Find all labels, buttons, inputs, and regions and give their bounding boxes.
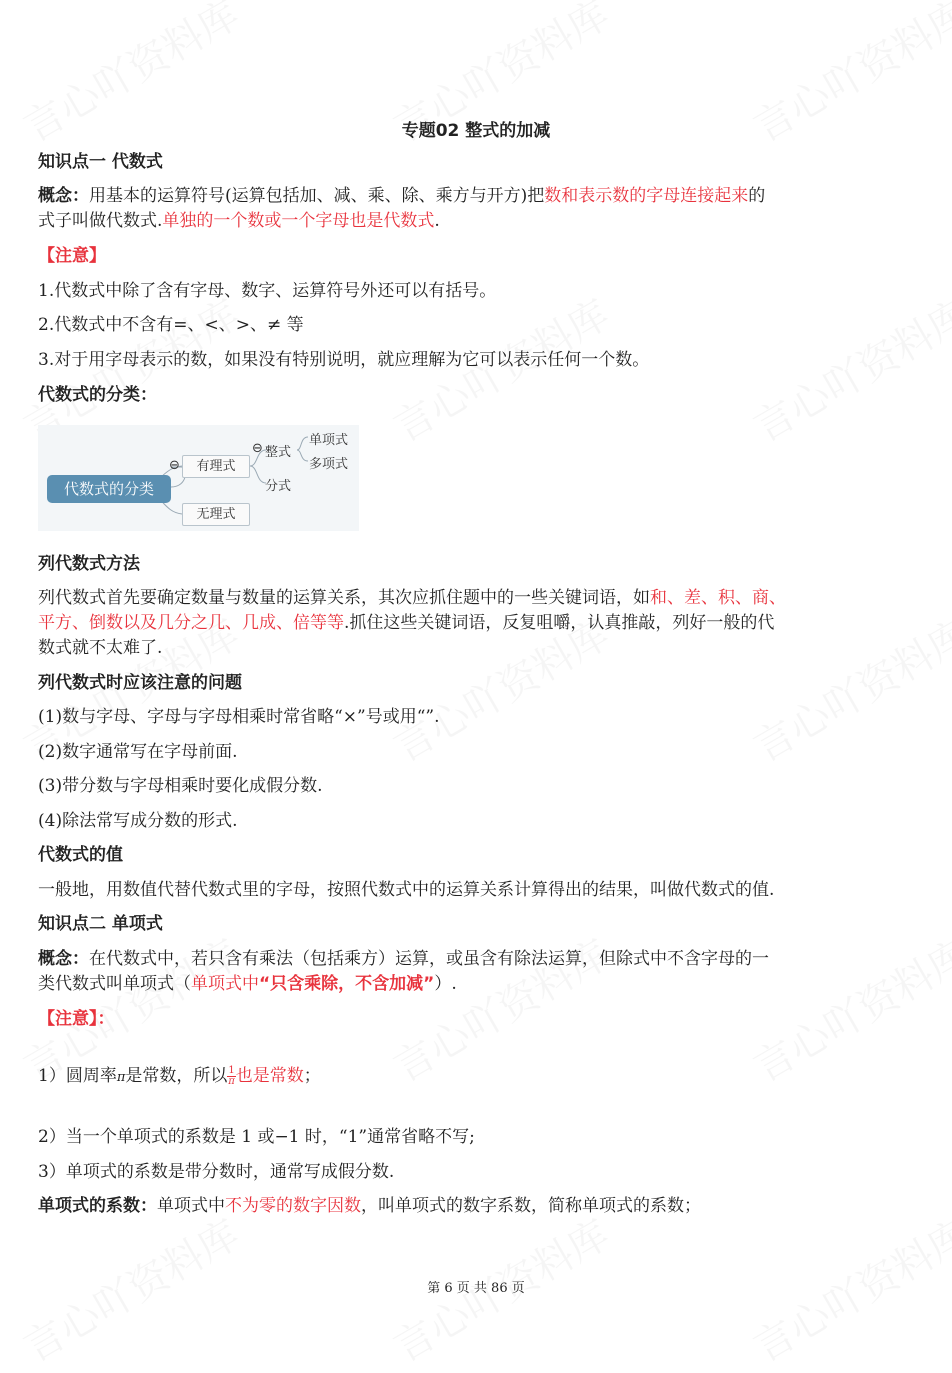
note-heading: 【注意】 [38,246,106,266]
method-highlight: 平方、倒数以及几分之几、几成、倍等等 [38,613,344,633]
connector-line [297,437,308,450]
concept-text: 用基本的运算符号(运算包括加、减、乘、除、乘方与开方)把 [89,186,545,206]
concept-text: 的 [748,186,766,206]
concept-label: 概念： [38,186,89,206]
method-highlight: 和、差、积、商、 [650,588,786,608]
note-text: ； [303,1066,321,1086]
classification-diagram [38,425,359,531]
note-item: 2.代数式中不含有=、<、>、≠ 等 [38,315,304,335]
concept-text: . [434,211,440,231]
note-text: 是常数，所以 [125,1066,228,1086]
concept-highlight-bold: “只含乘除，不含加减” [259,974,435,994]
note-item: 1.代数式中除了含有字母、数字、运算符号外还可以有括号。 [38,281,497,301]
note-item: 3.对于用字母表示的数，如果没有特别说明，就应理解为它可以表示任何一个数。 [38,350,650,370]
value-text: 一般地，用数值代替代数式里的字母，按照代数式中的运算关系计算得出的结果，叫做代数式的值. [38,880,775,900]
issue-item: (1)数与字母、字母与字母相乘时常省略“×”号或用“”. [38,707,440,727]
method-line3: 数式就不太难了. [38,638,163,658]
concept-text: ）. [434,974,457,994]
page-title: 专题02 整式的加减 [401,121,551,141]
collapse-icon[interactable]: ⊖ [169,458,180,473]
diagram-node-monomial: 单项式 [309,433,349,448]
page-footer: 第 6 页 共 86 页 [427,1281,525,1296]
concept-text: 式子叫做代数式. [38,211,163,231]
diagram-node-polynomial: 多项式 [309,457,349,472]
issue-item: (2)数字通常写在字母前面. [38,742,238,762]
kp2-concept-line2 [38,972,914,997]
concept-highlight: 数和表示数的字母连接起来 [544,186,749,206]
pi-symbol: π [116,1070,126,1085]
coefficient-definition [38,1194,914,1219]
diagram-root: 代数式的分类 [47,475,171,503]
method-text: 列代数式首先要确定数量与数量的运算关系，其次应抓住题中的一些关键词语，如 [38,588,650,608]
diagram-node-irrational: 无理式 [182,503,250,526]
kp2-heading: 知识点二 单项式 [38,914,163,934]
connector-line [250,466,266,483]
issue-item: (3)带分数与字母相乘时要化成假分数. [38,776,323,796]
concept-text: 类代数式叫单项式（ [38,974,191,994]
issues-heading: 列代数式时应该注意的问题 [38,673,242,693]
fraction-one-over-pi [227,1066,235,1087]
diagram-node-fractional: 分式 [265,479,292,494]
coefficient-label: 单项式的系数： [38,1196,157,1216]
concept-highlight: 单独的一个数或一个字母也是代数式 [162,211,435,231]
concept-label: 概念： [38,949,89,969]
diagram-node-rational: 有理式 [182,455,250,478]
kp1-heading: 知识点一 代数式 [38,152,163,172]
kp2-concept-line1 [38,947,914,972]
diagram-node-integral: 整式 [265,445,292,460]
method-line2 [38,611,914,636]
collapse-icon[interactable]: ⊖ [252,441,263,456]
classification-heading: 代数式的分类： [38,385,157,405]
note-text: 1）圆周率 [38,1066,117,1086]
note-heading: 【注意】： [38,1009,115,1029]
coefficient-text: ，叫单项式的数字系数，简称单项式的系数； [361,1196,701,1216]
note-item-pi [38,1064,914,1090]
concept-highlight: 单项式中 [191,974,259,994]
note-highlight: 也是常数 [235,1066,304,1086]
kp1-concept-line1 [38,184,914,209]
coefficient-text: 单项式中 [157,1196,225,1216]
note-item: 2）当一个单项式的系数是 1 或−1 时，“1”通常省略不写; [38,1127,475,1147]
issue-item: (4)除法常写成分数的形式. [38,811,238,831]
concept-text: 在代数式中，若只含有乘法（包括乘方）运算，或虽含有除法运算，但除式中不含字母的一 [89,949,769,969]
value-heading: 代数式的值 [38,845,123,865]
fraction-numerator: 1 [228,1065,235,1076]
coefficient-highlight: 不为零的数字因数 [225,1196,361,1216]
connector-line [297,450,308,461]
kp1-concept-line2 [38,209,914,234]
note-item: 3）单项式的系数是带分数时，通常写成假分数. [38,1162,395,1182]
method-text: .抓住这些关键词语，反复咀嚼，认真推敲，列好一般的代 [344,613,775,633]
method-line1 [38,586,914,611]
fraction-denominator: π [228,1076,235,1087]
method-heading: 列代数式方法 [38,554,140,574]
